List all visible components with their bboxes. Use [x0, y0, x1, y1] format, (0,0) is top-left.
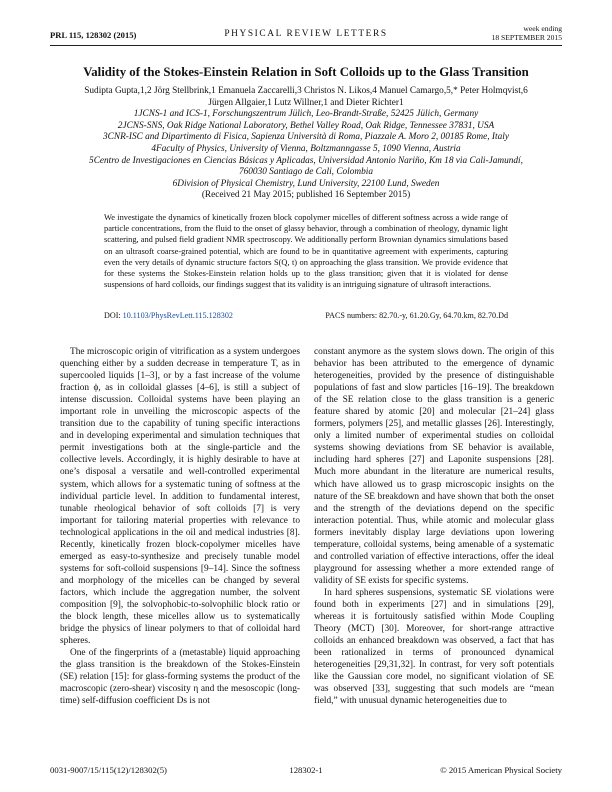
copyright: © 2015 American Physical Society — [440, 765, 562, 775]
paragraph: One of the fingerprints of a (metastable) liquid approaching the glass transition is the breakdown of the Stokes-Einstein (SE) relation [15]: for glass-forming systems the product of the macroscopic (zero-shear) viscosity η and the mesoscopic (long-time) self-diffusion coefficient Ds is not — [60, 648, 300, 707]
doi-pacs-line — [104, 311, 508, 320]
date-text: 18 SEPTEMBER 2015 — [491, 33, 562, 42]
paragraph: constant anymore as the system slows down. The origin of this behavior has been attributed to the emergence of dynamic heterogeneities, provided by the presence of distinguishable populations of fast and slow particles [16–19]. The breakdown of the SE relation close to the glass transition is a generic feature shared by atomic [20] and molecular [21–24] glass formers, polymers [25], and metallic glasses [26]. Interestingly, only a limited number of experimental studies on colloidal systems showing deviations from SE behavior is available, including hard spheres [27] and Laponite suspensions [28]. Much more abundant in the literature are numerical results, which have allowed us to grasp microscopic insights on the nature of the SE breakdown and have shown that both the onset and the strength of the deviations depend on the specific interaction potential. Thus, while atomic and molecular glass formers inevitably display large deviations upon lowering temperature, colloidal systems, being amenable of a systematic and controlled variation of effective interactions, offer the ideal playground for assessing whether a more extended range of validity of SE exists for specific systems. — [314, 347, 554, 586]
week-ending-label: week ending — [523, 24, 562, 33]
journal-reference: PRL 115, 128302 (2015) — [50, 30, 137, 40]
page-footer — [50, 765, 562, 775]
paragraph: The microscopic origin of vitrification as a system undergoes quenching either by a sudden decrease in temperature T, as in supercooled liquids [1–3], or by a fast increase of the volume fraction ϕ, as in colloidal glasses [4–6], is still a subject of intense discussion. Colloidal systems have been playing an important role in unveiling the microscopic aspects of the transition due to the capability of tuning specific interactions and in developing experimental and simulation techniques that permit investigations both at the single-particle and the collective levels. Accordingly, it is highly desirable to have at one’s disposal a versatile and well-controlled experimental system, which allows for a systematic tuning of softness at the individual particle level. In addition to fundamental interest, tunable rheological behavior of soft colloids [7] is very important for tailoring material properties with relevance to technological applications in the oil and medical industries [8]. Recently, kinetically frozen block-copolymer micelles have emerged as easy-to-synthesize and precisely tunable model systems for soft-colloid suspensions [9–14]. Since the softness and morphology of the micelles can be changed by several factors, which include the aggregation number, the solvent composition [9], the solvophobic-to-solvophilic block ratio or the block length, these micelles allow us to systematically bridge the physics of linear polymers to that of colloidal hard spheres. — [60, 347, 300, 647]
paragraph: In hard spheres suspensions, systematic SE violations were found both in experiments [27] and in simulations [29], whereas it is fortuitously satisfied within Mode Coupling Theory (MCT) [30]. Moreover, for short-range attractive colloids an enhanced breakdown was observed, a fact that has been rationalized in terms of pronounced dynamical heterogeneities [29,31,32]. In contrast, for very soft potentials like the Gaussian core model, no significant violation of SE was observed [33], suggesting that such models are “mean field,” with unusual dynamic heterogeneities due to — [314, 587, 554, 707]
authors-line-2: Jürgen Allgaier,1 Lutz Willner,1 and Dieter Richter1 — [208, 97, 404, 108]
affiliation-5-cont: 760030 Santiago de Cali, Colombia — [238, 167, 374, 178]
journal-name: PHYSICAL REVIEW LETTERS — [224, 29, 388, 39]
doi-label: DOI: — [104, 311, 121, 320]
front-matter — [60, 86, 552, 202]
affiliation-2: 2JCNS-SNS, Oak Ridge National Laboratory, Bethel Valley Road, Oak Ridge, Tennessee 37831, USA — [117, 120, 495, 131]
received-dates: (Received 21 May 2015; published 16 September 2015) — [201, 190, 411, 201]
running-header — [50, 24, 562, 44]
abstract: We investigate the dynamics of kinetically frozen block copolymer micelles of different softness across a wide range of particle concentrations, from the fluid to the onset of glassy behavior, through a combination of rheology, dynamic light scattering, and pulsed field gradient NMR spectroscopy. We additionally perform Brownian dynamics simulations based on an ultrasoft coarse-grained potential, which are found to be in quantitative agreement with experiments, capturing even the very details of dynamic structure factors S(Q, t) on approaching the glass transition. We provide evidence that for these systems the Stokes-Einstein relation holds up to the glass transition; given that it is violated for dense suspensions of hard colloids, our findings suggest that its validity is an intriguing signature of ultrasoft interactions. — [104, 213, 508, 290]
paper-title: Validity of the Stokes-Einstein Relation in Soft Colloids up to the Glass Transition — [83, 65, 529, 79]
authors-line-1: Sudipta Gupta,1,2 Jörg Stellbrink,1 Emanuela Zaccarelli,3 Christos N. Likos,4 Manuel Camargo,5,* Peter Holmqvist,6 — [84, 86, 528, 96]
doi — [104, 311, 233, 320]
pacs-numbers: PACS numbers: 82.70.-y, 61.20.Gy, 64.70.km, 82.70.Dd — [325, 311, 508, 320]
issue-date — [492, 24, 562, 42]
page-number: 128302-1 — [289, 765, 323, 775]
affiliation-6: 6Division of Physical Chemistry, Lund University, 22100 Lund, Sweden — [172, 178, 440, 189]
affiliation-1: 1JCNS-1 and ICS-1, Forschungszentrum Jülich, Leo-Brandt-Straße, 52425 Jülich, Germany — [133, 109, 479, 120]
affiliation-3: 3CNR-ISC and Dipartimento di Fisica, Sapienza Università di Roma, Piazzale A. Moro 2, 00185 Rome, Italy — [103, 132, 509, 143]
header-rule — [50, 45, 562, 46]
doi-link[interactable]: 10.1103/PhysRevLett.115.128302 — [122, 311, 233, 320]
body-column-right — [314, 346, 554, 707]
affiliation-4: 4Faculty of Physics, University of Vienna, Boltzmanngasse 5, 1090 Vienna, Austria — [151, 143, 461, 154]
body-column-left — [60, 346, 300, 707]
affiliation-5: 5Centro de Investigaciones en Ciencias Básicas y Aplicadas, Universidad Antonio Nariño, Km 18 via Cali-Jamundí, — [89, 155, 523, 166]
footer-code: 0031-9007/15/115(12)/128302(5) — [50, 765, 167, 775]
